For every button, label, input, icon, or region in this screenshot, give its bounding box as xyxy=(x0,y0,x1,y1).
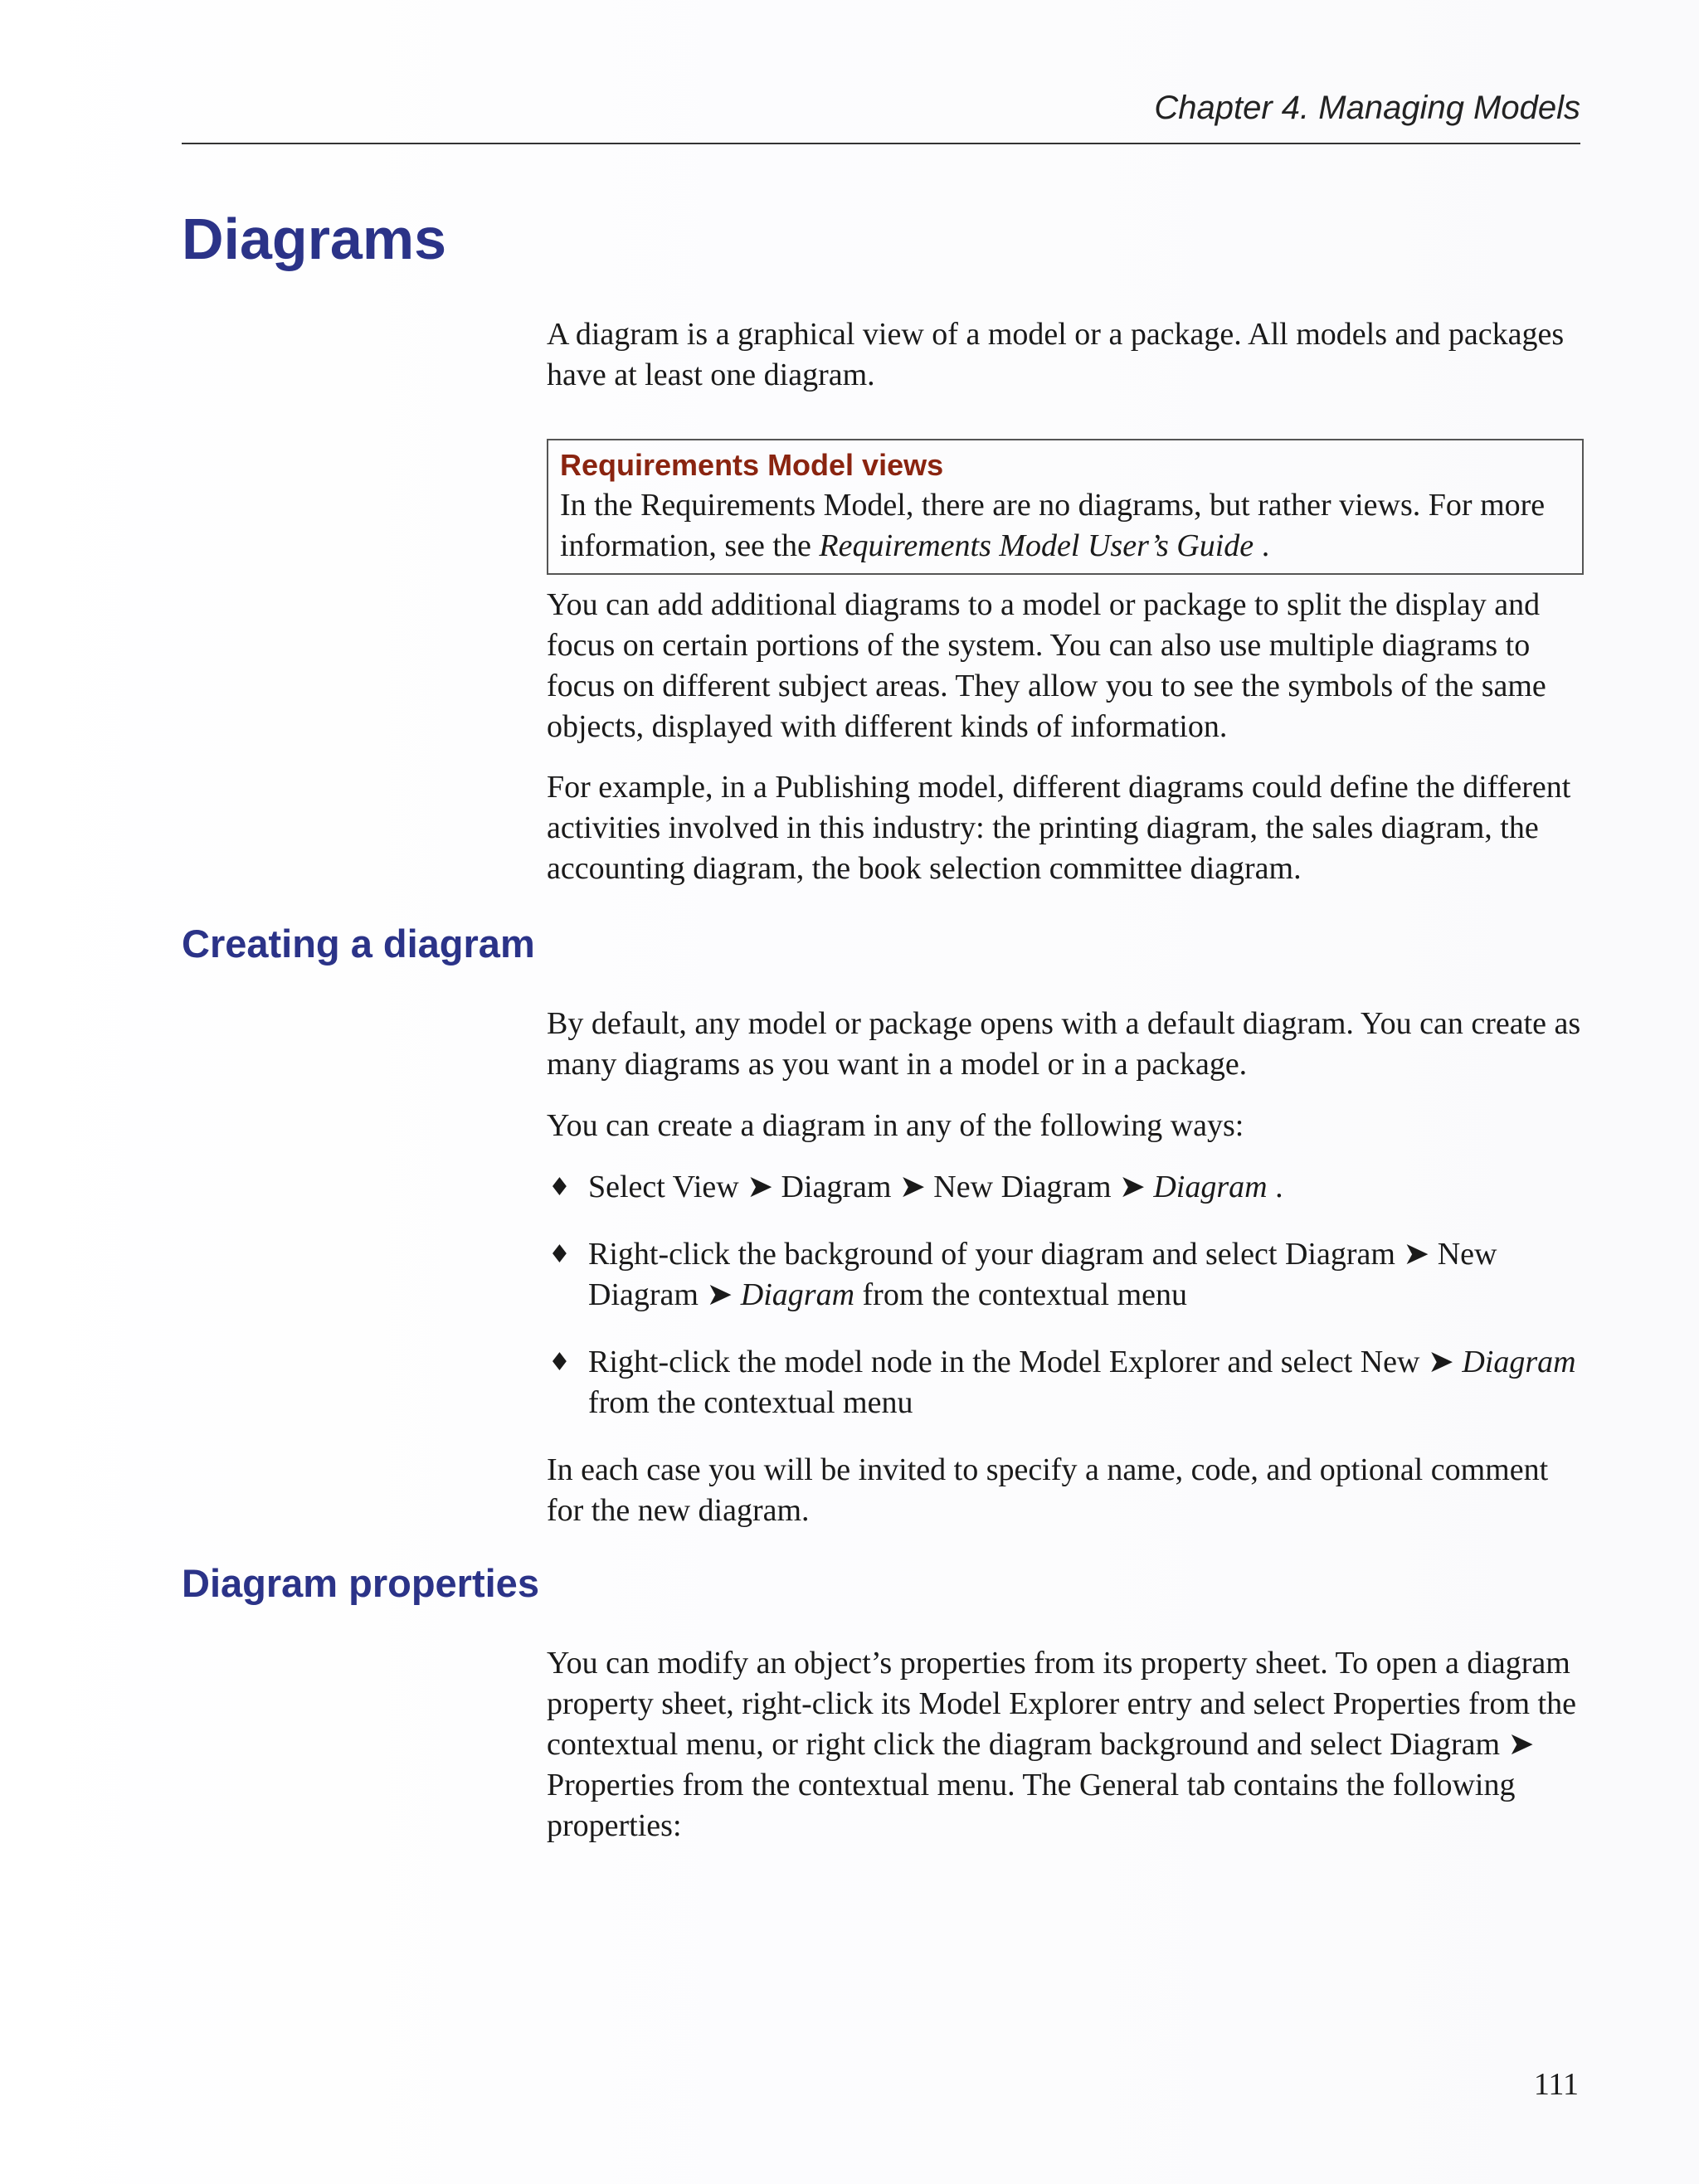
diamond-bullet-icon: ♦ xyxy=(548,1240,571,1269)
header-rule xyxy=(182,143,1580,144)
diagram-properties-heading: Diagram properties xyxy=(182,1561,539,1605)
creation-methods-list xyxy=(547,1167,1584,1450)
diagrams-paragraph-3: For example, in a Publishing model, different diagrams could define the different activities involved in this industry: the printing diagram, the sales diagram, the accounting diagram, the book selection committee diagram. xyxy=(547,770,1571,886)
diagrams-paragraph-2: You can add additional diagrams to a model or package to split the display and focus on certain portions of the system. You can also use multiple diagrams to focus on different subject areas. They allow you to see the symbols of the same objects, displayed with different kinds of information. xyxy=(547,587,1546,744)
properties-paragraph: You can modify an object’s properties from its property sheet. To open a diagram property sheet, right-click its Model Explorer entry and select Properties from the contextual menu, or right click the diagram background and select Diagram ➤ Properties from the contextual menu. The General tab contains the following properties: xyxy=(547,1646,1576,1843)
creating-paragraph-3: In each case you will be invited to specify a name, code, and optional comment for the new diagram. xyxy=(547,1452,1549,1528)
list-item-tail: from the contextual menu xyxy=(588,1385,913,1420)
creating-paragraph-1: By default, any model or package opens with a default diagram. You can create as many diagrams as you want in a model or in a package. xyxy=(547,1006,1581,1082)
list-item xyxy=(547,1167,1584,1208)
running-header: Chapter 4. Managing Models xyxy=(1154,90,1580,126)
note-box xyxy=(547,439,1584,575)
note-text-end: . xyxy=(1254,528,1270,563)
page-number: 111 xyxy=(1533,2067,1579,2102)
list-item-emphasis: Diagram xyxy=(740,1277,855,1312)
list-item-text: Right-click the model node in the Model Explorer and select New ➤ xyxy=(588,1345,1463,1379)
note-text: In the Requirements Model, there are no diagrams, but rather views. For more information, see the xyxy=(560,488,1546,563)
list-item-text: Right-click the background of your diagram and select Diagram ➤ New Diagram ➤ xyxy=(588,1237,1497,1312)
guide-title: Requirements Model User’s Guide xyxy=(819,528,1254,563)
section-title: Diagrams xyxy=(182,207,447,271)
list-item-text: Select View ➤ Diagram ➤ New Diagram ➤ xyxy=(588,1170,1154,1204)
creating-paragraph-2: You can create a diagram in any of the following ways: xyxy=(547,1108,1244,1143)
note-body xyxy=(560,485,1570,567)
list-item xyxy=(547,1234,1584,1316)
intro-paragraph: A diagram is a graphical view of a model or a package. All models and packages have at least one diagram. xyxy=(547,317,1565,392)
list-item-emphasis: Diagram xyxy=(1462,1345,1576,1379)
list-item-tail: . xyxy=(1267,1170,1283,1204)
list-item-emphasis: Diagram xyxy=(1153,1170,1268,1204)
diamond-bullet-icon: ♦ xyxy=(548,1348,571,1377)
note-title: Requirements Model views xyxy=(560,448,944,482)
list-item-tail: from the contextual menu xyxy=(854,1277,1188,1312)
creating-diagram-heading: Creating a diagram xyxy=(182,922,535,966)
list-item xyxy=(547,1342,1584,1423)
diamond-bullet-icon: ♦ xyxy=(548,1173,571,1202)
